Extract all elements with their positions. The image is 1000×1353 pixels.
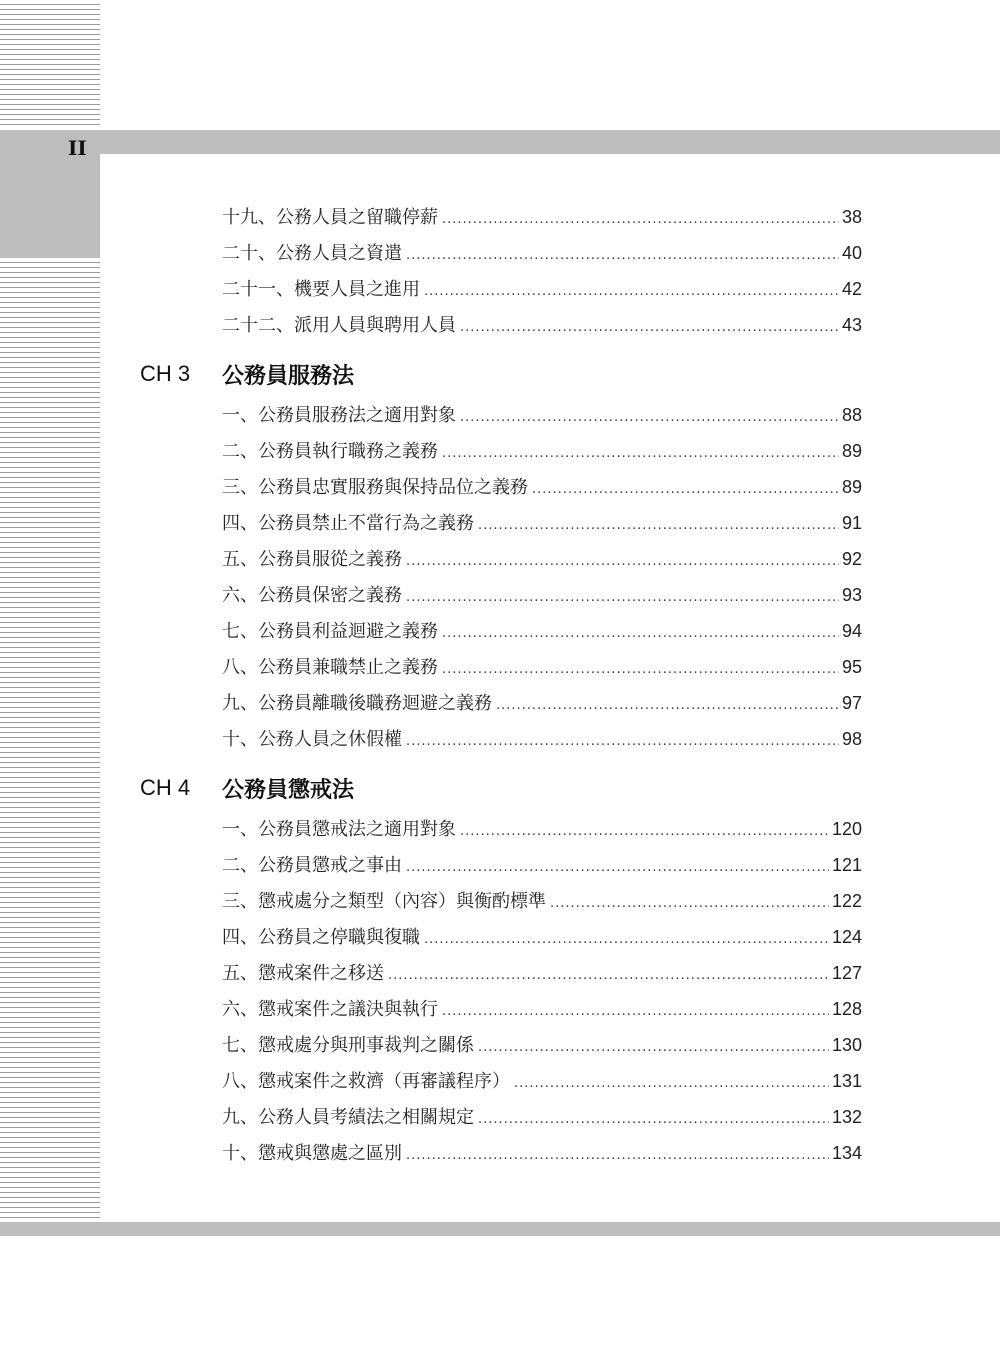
toc-entry[interactable] [140,541,862,577]
table-of-contents [140,199,862,1171]
toc-entry[interactable] [140,685,862,721]
toc-entry-page: 38 [841,207,862,227]
toc-entry-page: 88 [841,405,862,425]
toc-entry-title: 三、公務員忠實服務與保持品位之義務 [222,477,528,498]
dot-leader [496,688,839,724]
dot-leader [442,202,839,238]
toc-entry[interactable] [140,613,862,649]
dot-leader [406,544,839,580]
toc-entry[interactable] [140,199,862,235]
toc-entry-page: 89 [841,477,862,497]
footer-band [0,1222,1000,1236]
dot-leader [406,1138,829,1174]
toc-entry[interactable] [140,469,862,505]
chapter-title: 公務員服務法 [222,363,355,389]
toc-entry[interactable] [140,883,862,919]
dot-leader [424,274,839,310]
toc-entry-page: 94 [841,621,862,641]
toc-entry[interactable] [140,505,862,541]
toc-entry-page: 120 [831,819,862,839]
header-band [100,130,1000,154]
toc-entry-title: 四、公務員之停職與復職 [222,927,420,948]
chapter-label: CH 3 [140,361,191,386]
toc-entry-title: 二十二、派用人員與聘用人員 [222,315,456,336]
toc-entry[interactable] [140,307,862,343]
dot-leader [406,580,839,616]
toc-entry-page: 40 [841,243,862,263]
toc-entry-title: 二、公務員懲戒之事由 [222,855,402,876]
toc-entry-title: 五、懲戒案件之移送 [222,963,384,984]
toc-entry[interactable] [140,397,862,433]
dot-leader [478,508,839,544]
toc-entry-title: 四、公務員禁止不當行為之義務 [222,513,474,534]
toc-entry-title: 二、公務員執行職務之義務 [222,441,438,462]
toc-entry-page: 124 [831,927,862,947]
chapter-label: CH 4 [140,775,191,800]
toc-entry-title: 六、公務員保密之義務 [222,585,402,606]
toc-entry-page: 122 [831,891,862,911]
decorative-stripes-top [0,0,100,128]
dot-leader [424,922,829,958]
toc-entry[interactable] [140,1099,862,1135]
dot-leader [406,238,839,274]
toc-entry-page: 130 [831,1035,862,1055]
dot-leader [442,436,839,472]
toc-entry[interactable] [140,1027,862,1063]
toc-entry-page: 43 [841,315,862,335]
dot-leader [442,652,839,688]
dot-leader [442,994,829,1030]
toc-entry[interactable] [140,721,862,757]
toc-entry-page: 128 [831,999,862,1019]
toc-entry-title: 一、公務員服務法之適用對象 [222,405,456,426]
page-number: II [68,136,87,160]
toc-entry-title: 七、懲戒處分與刑事裁判之關係 [222,1035,474,1056]
toc-entry-title: 二十、公務人員之資遣 [222,243,402,264]
dot-leader [406,724,839,760]
dot-leader [478,1030,829,1066]
toc-entry-title: 九、公務員離職後職務迴避之義務 [222,693,492,714]
toc-entry-page: 98 [841,729,862,749]
toc-entry-page: 91 [841,513,862,533]
toc-entry-page: 131 [831,1071,862,1091]
decorative-stripes-bottom [0,258,100,1220]
toc-entry-page: 97 [841,693,862,713]
toc-entry-title: 六、懲戒案件之議決與執行 [222,999,438,1020]
toc-entry-title: 七、公務員利益迴避之義務 [222,621,438,642]
toc-entry-page: 95 [841,657,862,677]
toc-entry[interactable] [140,847,862,883]
toc-entry[interactable] [140,811,862,847]
toc-entry[interactable] [140,577,862,613]
dot-leader [388,958,829,994]
dot-leader [460,814,829,850]
toc-entry-title: 五、公務員服從之義務 [222,549,402,570]
toc-entry-page: 127 [831,963,862,983]
toc-entry-page: 132 [831,1107,862,1127]
toc-entry[interactable] [140,235,862,271]
toc-entry[interactable] [140,1063,862,1099]
dot-leader [442,616,839,652]
toc-entry-title: 九、公務人員考績法之相關規定 [222,1107,474,1128]
toc-entry-page: 89 [841,441,862,461]
toc-entry[interactable] [140,919,862,955]
dot-leader [460,400,839,436]
dot-leader [460,310,839,346]
toc-entry-page: 134 [831,1143,862,1163]
dot-leader [532,472,839,508]
chapter-heading [140,769,862,807]
toc-entry-title: 八、懲戒案件之救濟（再審議程序） [222,1071,510,1092]
toc-entry-page: 42 [841,279,862,299]
dot-leader [478,1102,829,1138]
dot-leader [550,886,829,922]
toc-entry[interactable] [140,991,862,1027]
chapter-title: 公務員懲戒法 [222,777,355,803]
toc-entry-title: 十、懲戒與懲處之區別 [222,1143,402,1164]
toc-entry[interactable] [140,955,862,991]
toc-entry[interactable] [140,1135,862,1171]
toc-entry-title: 八、公務員兼職禁止之義務 [222,657,438,678]
toc-entry-page: 121 [831,855,862,875]
toc-entry-page: 92 [841,549,862,569]
toc-entry-title: 三、懲戒處分之類型（內容）與衡酌標準 [222,891,546,912]
toc-entry-title: 一、公務員懲戒法之適用對象 [222,819,456,840]
toc-entry[interactable] [140,649,862,685]
toc-entry-title: 十、公務人員之休假權 [222,729,402,750]
toc-entry[interactable] [140,271,862,307]
toc-entry-title: 二十一、機要人員之進用 [222,279,420,300]
chapter-heading [140,355,862,393]
dot-leader [514,1066,829,1102]
dot-leader [406,850,829,886]
toc-entry-page: 93 [841,585,862,605]
toc-entry-title: 十九、公務人員之留職停薪 [222,207,438,228]
toc-entry[interactable] [140,433,862,469]
